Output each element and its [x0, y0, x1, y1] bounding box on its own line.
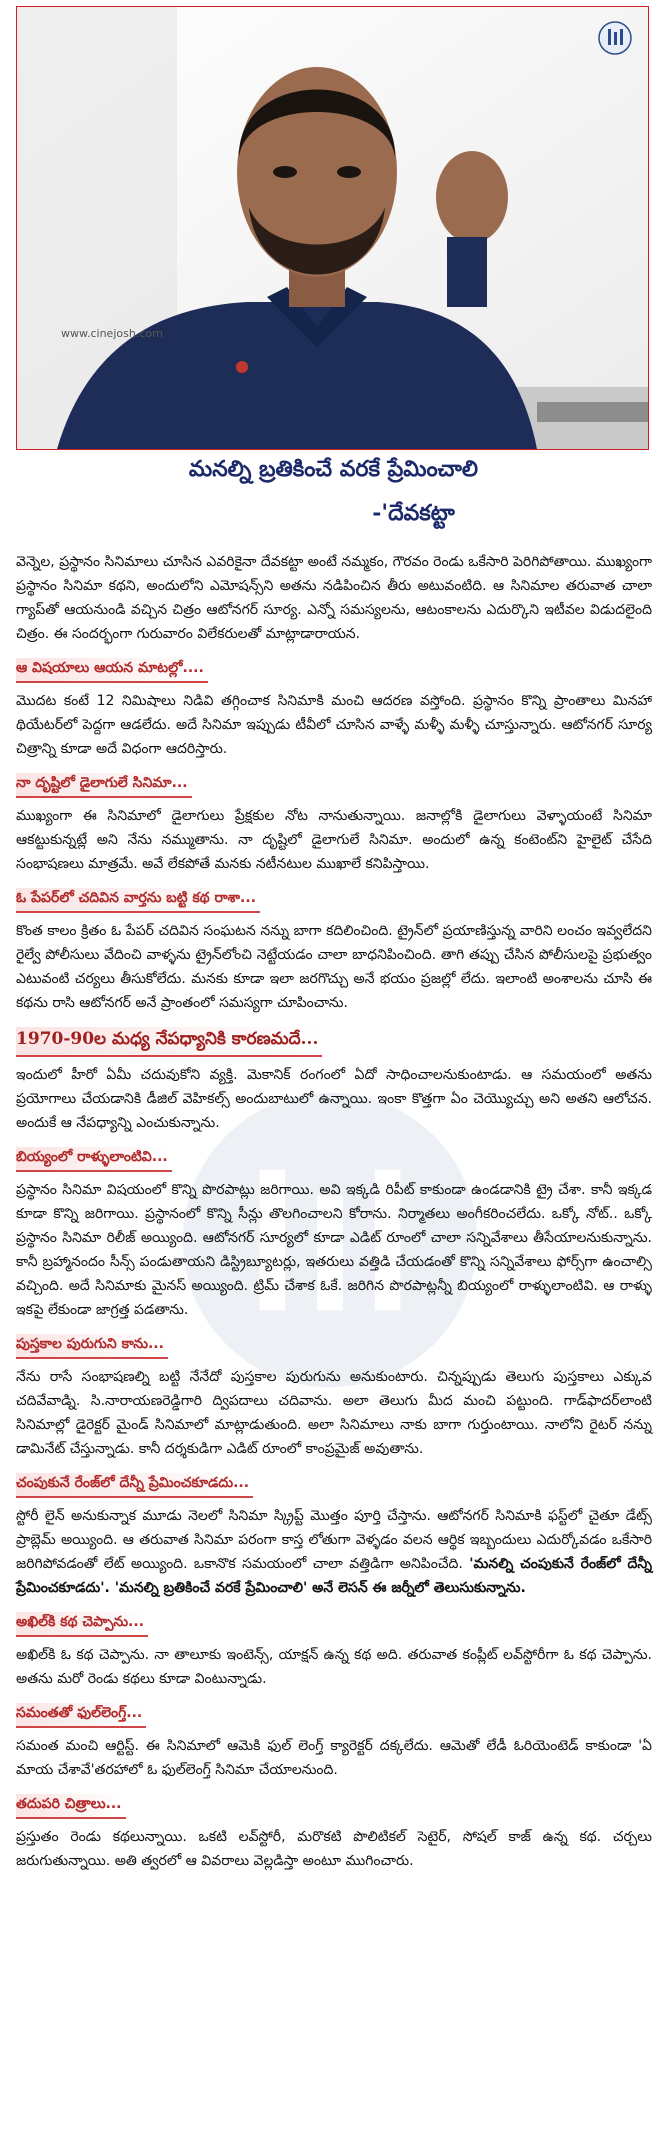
section — [16, 1021, 652, 1135]
section-paragraph: ప్రస్తుతం రెండు కథలున్నాయి. ఒకటి లవ్‌స్టోరీ, మరొకటి పొలిటికల్ సెటైర్, సోషల్ కాజ్ ఉన్న కథ. చర్చలు జరుగుతున్నాయి. అతి త్వరలో ఆ వివరాలు వెల్లడిస్తా అంటూ ముగించారు. — [16, 1829, 652, 1869]
article-photo — [16, 6, 649, 450]
section-heading: ఓ పేపర్‌లో చదివిన వార్తను బట్టి కథ రాశా... — [16, 888, 260, 913]
section-heading: 1970-90ల మధ్య నేపధ్యానికి కారణమదే... — [16, 1027, 322, 1057]
article-body — [16, 550, 652, 1879]
section-paragraph: సమంత మంచి ఆర్టిస్ట్. ఈ సినిమాలో ఆమెకి ఫుల్ లెంగ్త్ క్యారెక్టర్ దక్కలేదు. ఆమెతో లేడీ ఓరియెంటెడ్ కాకుండా 'ఏ మాయ చేశావే'తరహాలో ఓ ఫుల్‌లెంగ్త్ సినిమా చేయాలనుంది. — [16, 1738, 652, 1778]
section-heading: బియ్యంలో రాళ్ళులాంటివి... — [16, 1147, 172, 1172]
section-heading: అఖిల్‌కి కథ చెప్పాను... — [16, 1612, 148, 1637]
headline-title: మనల్ని బ్రతికించే వరకే ప్రేమించాలి — [188, 456, 479, 482]
section — [16, 1141, 652, 1322]
section-paragraph-text: స్టోరీ లైన్ అనుకున్నాక మూడు నెలలో సినిమా స్క్రిప్ట్ మొత్తం పూర్తి చేస్తాను. ఆటోనగర్ సినిమాకి ఫస్ట్‌లో చైతూ డేట్స్ ప్రాబ్లెమ్ అయ్యింది. ఆ తరువాత సినిమా పరంగా కాస్త లోతుగా వెళ్ళడం వలన ఆర్థిక ఇబ్బందులు ఎదుర్కోవడం ఒకేసారి జరిగిపోవడంతో లేట్ అయ్యింది. ఒకానొక సమయంలో చాలా వత్తిడిగా అనిపించేది. — [16, 1508, 652, 1572]
section — [16, 1328, 652, 1461]
section-paragraph: నేను రాసే సంభాషణల్ని బట్టి నేనేదో పుస్తకాల పురుగును అనుకుంటారు. చిన్నప్పుడు తెలుగు పుస్తకాలు ఎక్కువ చదివేవాడ్ని. సి.నారాయణరెడ్డిగారి ద్విపదాలు చదివాను. అలా తెలుగు మీద మంచి పట్టుంది. గాడ్‌ఫాదర్‌లాంటి సినిమాల్లో డైరెక్టర్ మైండ్ సినిమాలో మాట్లాడుతుంది. అలా సినిమాలు నాకు బాగా గుర్తుంటాయి. నాలోని రైటర్ నన్ను డామినేట్ చేస్తున్నాడు. కానీ దర్శకుడిగా ఎడిట్ రూంలో కాంప్రమైజ్ అవుతాను. — [16, 1369, 652, 1457]
section-heading: ఆ విషయాలు ఆయన మాటల్లో.... — [16, 658, 208, 683]
section-paragraph: ప్రస్థానం సినిమా విషయంలో కొన్ని పొరపాట్లు జరిగాయి. అవి ఇక్కడి రిపీట్ కాకుండా ఉండడానికి ట్రై చేశా. కానీ ఇక్కడ కూడా కొన్ని జరిగాయి. ప్రస్థానంలో కొన్ని సీన్లు తొలగించాలని కోరాను. నిర్మాతలు అంగీకరించలేదు. ఒక్కో నోట్.. ఒక్కో ప్రస్థానం సినిమా రిలీజ్ అయ్యింది. ఆటోనగర్ సూర్యలో కూడా ఎడిట్ రూంలో చాలా సన్నివేశాలు తీసేయాలనుకున్నాను. కానీ బ్రహ్మానందం సీన్స్ పండుతాయని డిస్ట్రిబ్యూటర్లు, ఇతరులు వత్తిడి చేయడంతో కొన్ని సన్నివేశాలు ఫోర్స్‌గా ఉంచాల్సి వచ్చింది. అదే సినిమాకు మైనస్ అయ్యింది. ట్రిమ్ చేశాక ఓకే. జరిగిన పొరపాట్లన్నీ బియ్యంలో రాళ్ళులాంటివి. ఆ రాళ్ళు ఇకపై లేకుండా జాగ్రత్త పడతాను. — [16, 1182, 652, 1318]
section — [16, 882, 652, 1015]
section-paragraph: ముఖ్యంగా ఈ సినిమాలో డైలాగులు ప్రేక్షకుల నోట నానుతున్నాయి. జనాల్లోకి డైలాగులు వెళ్ళాయంటే సినిమా ఆకట్టుకున్నట్లే అని నేను నమ్ముతాను. నా దృష్టిలో డైలాగులే సినిమా. అందులో ఉన్న కంటెంట్‌ని హైలైట్ చేసేది సంభాషణలు మాత్రమే. అవే లేకపోతే మనకు నటీనటుల ముఖాలే కనిపిస్తాయి. — [16, 808, 652, 872]
section-paragraph: మొదట కంటే 12 నిమిషాలు నిడివి తగ్గించాక సినిమాకి మంచి ఆదరణ వస్తోంది. ప్రస్థానం కొన్ని ప్రాంతాలు మినహా థియేటర్‌లో పెద్దగా ఆడలేదు. అదే సినిమా ఇప్పుడు టీవీలో చూసిన వాళ్ళే మళ్ళీ మళ్ళీ చూస్తున్నారు. ఆటోనగర్ సూర్య చిత్రాన్ని కూడా అదే విధంగా ఆదరిస్తారు. — [16, 693, 652, 757]
section-paragraph: కొంత కాలం క్రితం ఓ పేపర్ చదివిన సంఘటన నన్ను బాగా కదిలించింది. ట్రైన్‌లో ప్రయాణిస్తున్న వారిని లంచం ఇవ్వలేదని రైల్వే పోలీసులు వేదించి వాళ్ళను ట్రైన్‌లోంచి నెట్టేయడం చాలా బాధనిపించింది. తాగి తప్పు చేసిన పోలీసులపై ప్రభుత్వం ఎటువంటి చర్యలు తీసుకోలేదు. మనకు కూడా ఇలా జరగొచ్చు అనే భయం ప్రజల్లో లేదు. ఇలాంటి అంశాలను చూసి ఈ కథను రాసి ఆటోనగర్ అనే ప్రాంతంలో సమస్యగా చూపించాను. — [16, 923, 652, 1011]
section-heading: నా దృష్టిలో డైలాగులే సినిమా... — [16, 773, 192, 798]
director-portrait — [17, 7, 648, 449]
watermark: www.cinejosh.com — [61, 327, 163, 340]
section — [16, 1697, 652, 1782]
section-paragraph: ఇందులో హీరో ఏమీ చదువుకోని వ్యక్తి. మెకానిక్ రంగంలో ఏదో సాధించాలనుకుంటాడు. ఆ సమయంలో అతను ప్రయోగాలు చేయడానికి డీజిల్ వెహికల్స్ అందుబాటులో ఉన్నాయి. ఇంకా కొత్తగా ఏం చెయ్యొచ్చు అని అతని ఆలోచన. అందుకే ఆ నేపధ్యాన్ని ఎంచుకున్నాను. — [16, 1067, 652, 1131]
section — [16, 1467, 652, 1600]
section — [16, 767, 652, 876]
section-heading: తదుపరి చిత్రాలు... — [16, 1794, 126, 1819]
cinejosh-logo-icon — [598, 21, 632, 55]
lesson-quote: 'మనల్ని చంపుకునే రేంజ్‌లో దేన్నీ ప్రేమించకూడదు'. 'మనల్ని బ్రతికించే వరకే ప్రేమించాలి' అనే లెసన్ ఈ జర్నీలో తెలుసుకున్నాను. — [16, 1556, 653, 1596]
section — [16, 652, 652, 761]
section — [16, 1606, 652, 1691]
section — [16, 1788, 652, 1873]
section-paragraph — [16, 1504, 652, 1600]
section-heading: సమంతతో ఫుల్‌లెంగ్త్... — [16, 1703, 146, 1728]
intro-paragraph: వెన్నెల, ప్రస్థానం సినిమాలు చూసిన ఎవరికైనా దేవకట్టా అంటే నమ్మకం, గౌరవం రెండు ఒకేసారి పెరిగిపోతాయి. ముఖ్యంగా ప్రస్థానం సినిమా కథని, అందులోని ఎమోషన్స్‌ని అతను నడిపించిన తీరు అటువంటిది. ఆ సినిమాల తరువాత చాలా గ్యాప్‌తో ఆయనుండి వచ్చిన చిత్రం ఆటోనగర్ సూర్య. ఎన్నో సమస్యలను, ఆటంకాలను ఎదుర్కొని ఇటీవల విడుదలైంది చిత్రం. ఈ సందర్భంగా గురువారం విలేకరులతో మాట్లాడారాయన. — [16, 554, 652, 642]
section-paragraph: అఖిల్‌కి ఓ కథ చెప్పాను. నా తాలూకు ఇంటెన్స్, యాక్షన్ ఉన్న కథ అది. తరువాత కంప్లీట్ లవ్‌స్టోరీగా ఓ కథ చెప్పాను. అతను మరో రెండు కథలు కూడా వింటున్నాడు. — [16, 1647, 652, 1687]
headline-attribution: -'దేవకట్టా — [372, 500, 455, 526]
section-heading: చంపుకునే రేంజ్‌లో దేన్నీ ప్రేమించకూడదు... — [16, 1473, 253, 1498]
section-heading: పుస్తకాల పురుగుని కాను... — [16, 1334, 168, 1359]
